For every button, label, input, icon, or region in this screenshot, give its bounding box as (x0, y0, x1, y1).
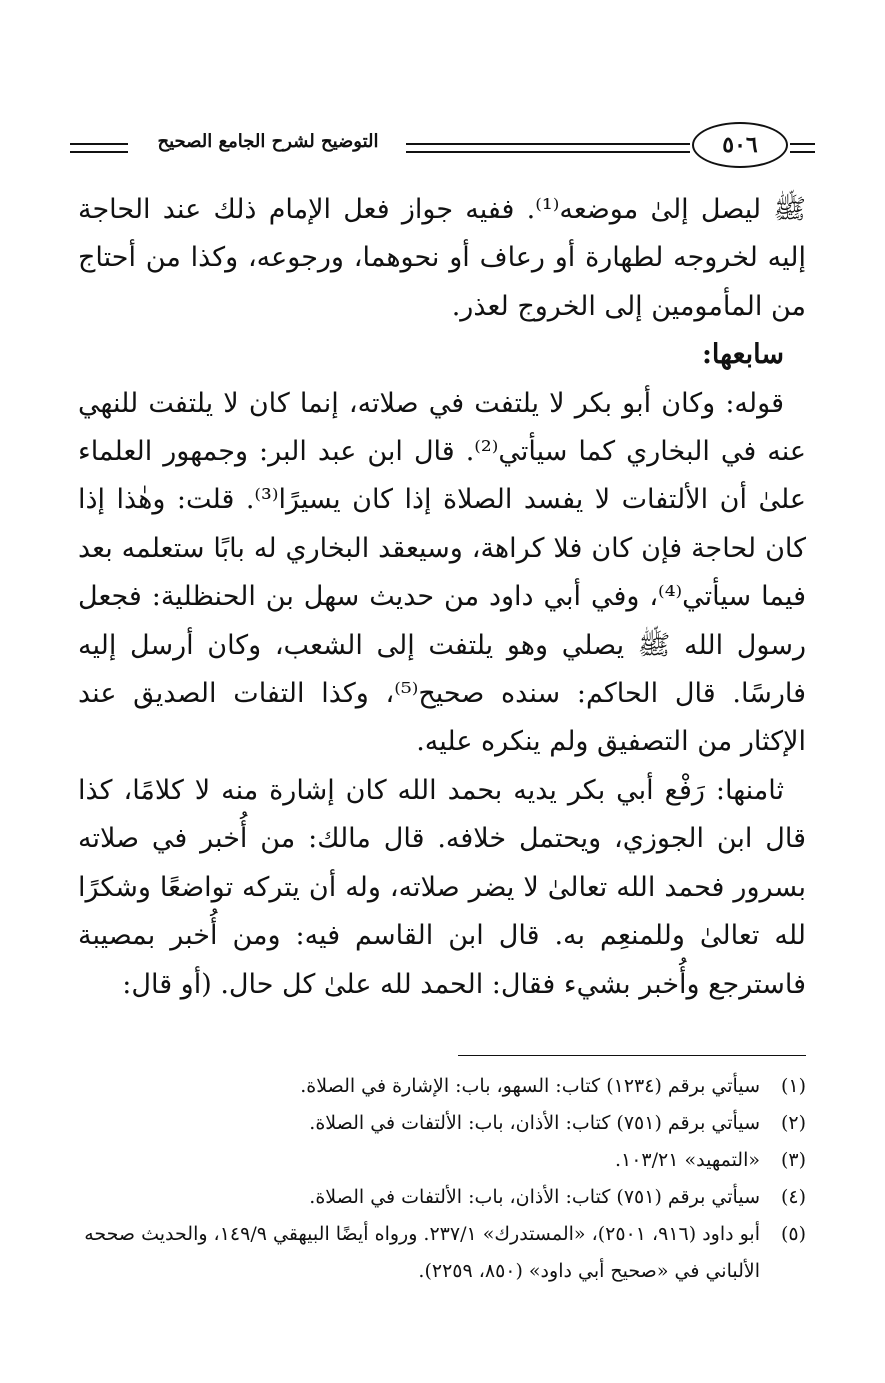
footnote-text: أبو داود (٩١٦، ٢٥٠١)، «المستدرك» ٢٣٧/١. ورواه أيضًا البيهقي ١٤٩/٩، والحديث صححه الألباني في «صحيح أبي داود» (٨٥٠، ٢٢٥٩). (84, 1223, 760, 1282)
footnote-number: (١) (780, 1075, 806, 1097)
header-rule-middle (406, 143, 690, 153)
footnote-number: (٣) (780, 1149, 806, 1171)
footnote (72, 1068, 806, 1105)
footnote-text: سيأتي برقم (٧٥١) كتاب: الأذان، باب: الألتفات في الصلاة. (309, 1112, 760, 1134)
footnote (72, 1142, 806, 1179)
page-number-badge (692, 122, 788, 168)
paragraph-eighth: ثامنها: رَفْع أبي بكر يديه بحمد الله كان إشارة منه لا كلامًا، كذا قال ابن الجوزي، ويحتمل خلافه. قال مالك: من أُخبر في صلاته بسرور فحمد الله تعالىٰ لا يضر صلاته، وله أن يتركه تواضعًا وشكرًا لله تعالىٰ وللمنعِم به. قال ابن القاسم فيه: ومن أُخبر بمصيبة فاسترجع وأُخبر بشيء فقال: الحمد لله علىٰ كل حال. (أو قال: (78, 774, 806, 1000)
header-rule-left (70, 143, 128, 153)
header-rule-right (790, 143, 815, 153)
footnote-number: (٥) (780, 1223, 806, 1245)
footnote (72, 1105, 806, 1142)
footnote-separator (458, 1055, 806, 1056)
footnote (72, 1179, 806, 1216)
footnote-text: «التمهيد» ١٠٣/٢١. (614, 1149, 760, 1171)
footnote-text: سيأتي برقم (١٢٣٤) كتاب: السهو، باب: الإشارة في الصلاة. (300, 1075, 760, 1097)
footnote-number: (٢) (780, 1112, 806, 1134)
section-heading-seventh: سابعها: (701, 339, 784, 371)
book-title: التوضيح لشرح الجامع الصحيح (157, 131, 379, 152)
page-number: ٥٠٦ (722, 132, 758, 158)
footnote-text: سيأتي برقم (٧٥١) كتاب: الأذان، باب: الألتفات في الصلاة. (309, 1186, 760, 1208)
paragraph-continuation: ﷺ ليصل إلىٰ موضعه⁽¹⁾. ففيه جواز فعل الإمام ذلك عند الحاجة إليه لخروجه لطهارة أو رعاف أو نحوهما، ورجوعه، وكذا من أحتاج من المأمومين إلى الخروج لعذر. (78, 194, 806, 322)
footnotes (72, 1068, 806, 1290)
paragraph-seventh: قوله: وكان أبو بكر لا يلتفت في صلاته، إنما كان لا يلتفت للنهي عنه في البخاري كما سيأتي⁽²⁾. قال ابن عبد البر: وجمهور العلماء علىٰ أن الألتفات لا يفسد الصلاة إذا كان يسيرًا⁽³⁾. قلت: وهٰذا إذا كان لحاجة فإن كان فلا كراهة، وسيعقد البخاري له بابًا ستعلمه بعد فيما سيأتي⁽⁴⁾، وفي أبي داود من حديث سهل بن الحنظلية: فجعل رسول الله ﷺ يصلي وهو يلتفت إلى الشعب، وكان أرسل إليه فارسًا. قال الحاكم: سنده صحيح⁽⁵⁾، وكذا التفات الصديق عند الإكثار من التصفيق ولم ينكره عليه. (78, 387, 807, 758)
main-text (78, 186, 806, 1009)
footnote-number: (٤) (780, 1186, 806, 1208)
running-header (70, 118, 815, 174)
footnote (72, 1216, 806, 1290)
